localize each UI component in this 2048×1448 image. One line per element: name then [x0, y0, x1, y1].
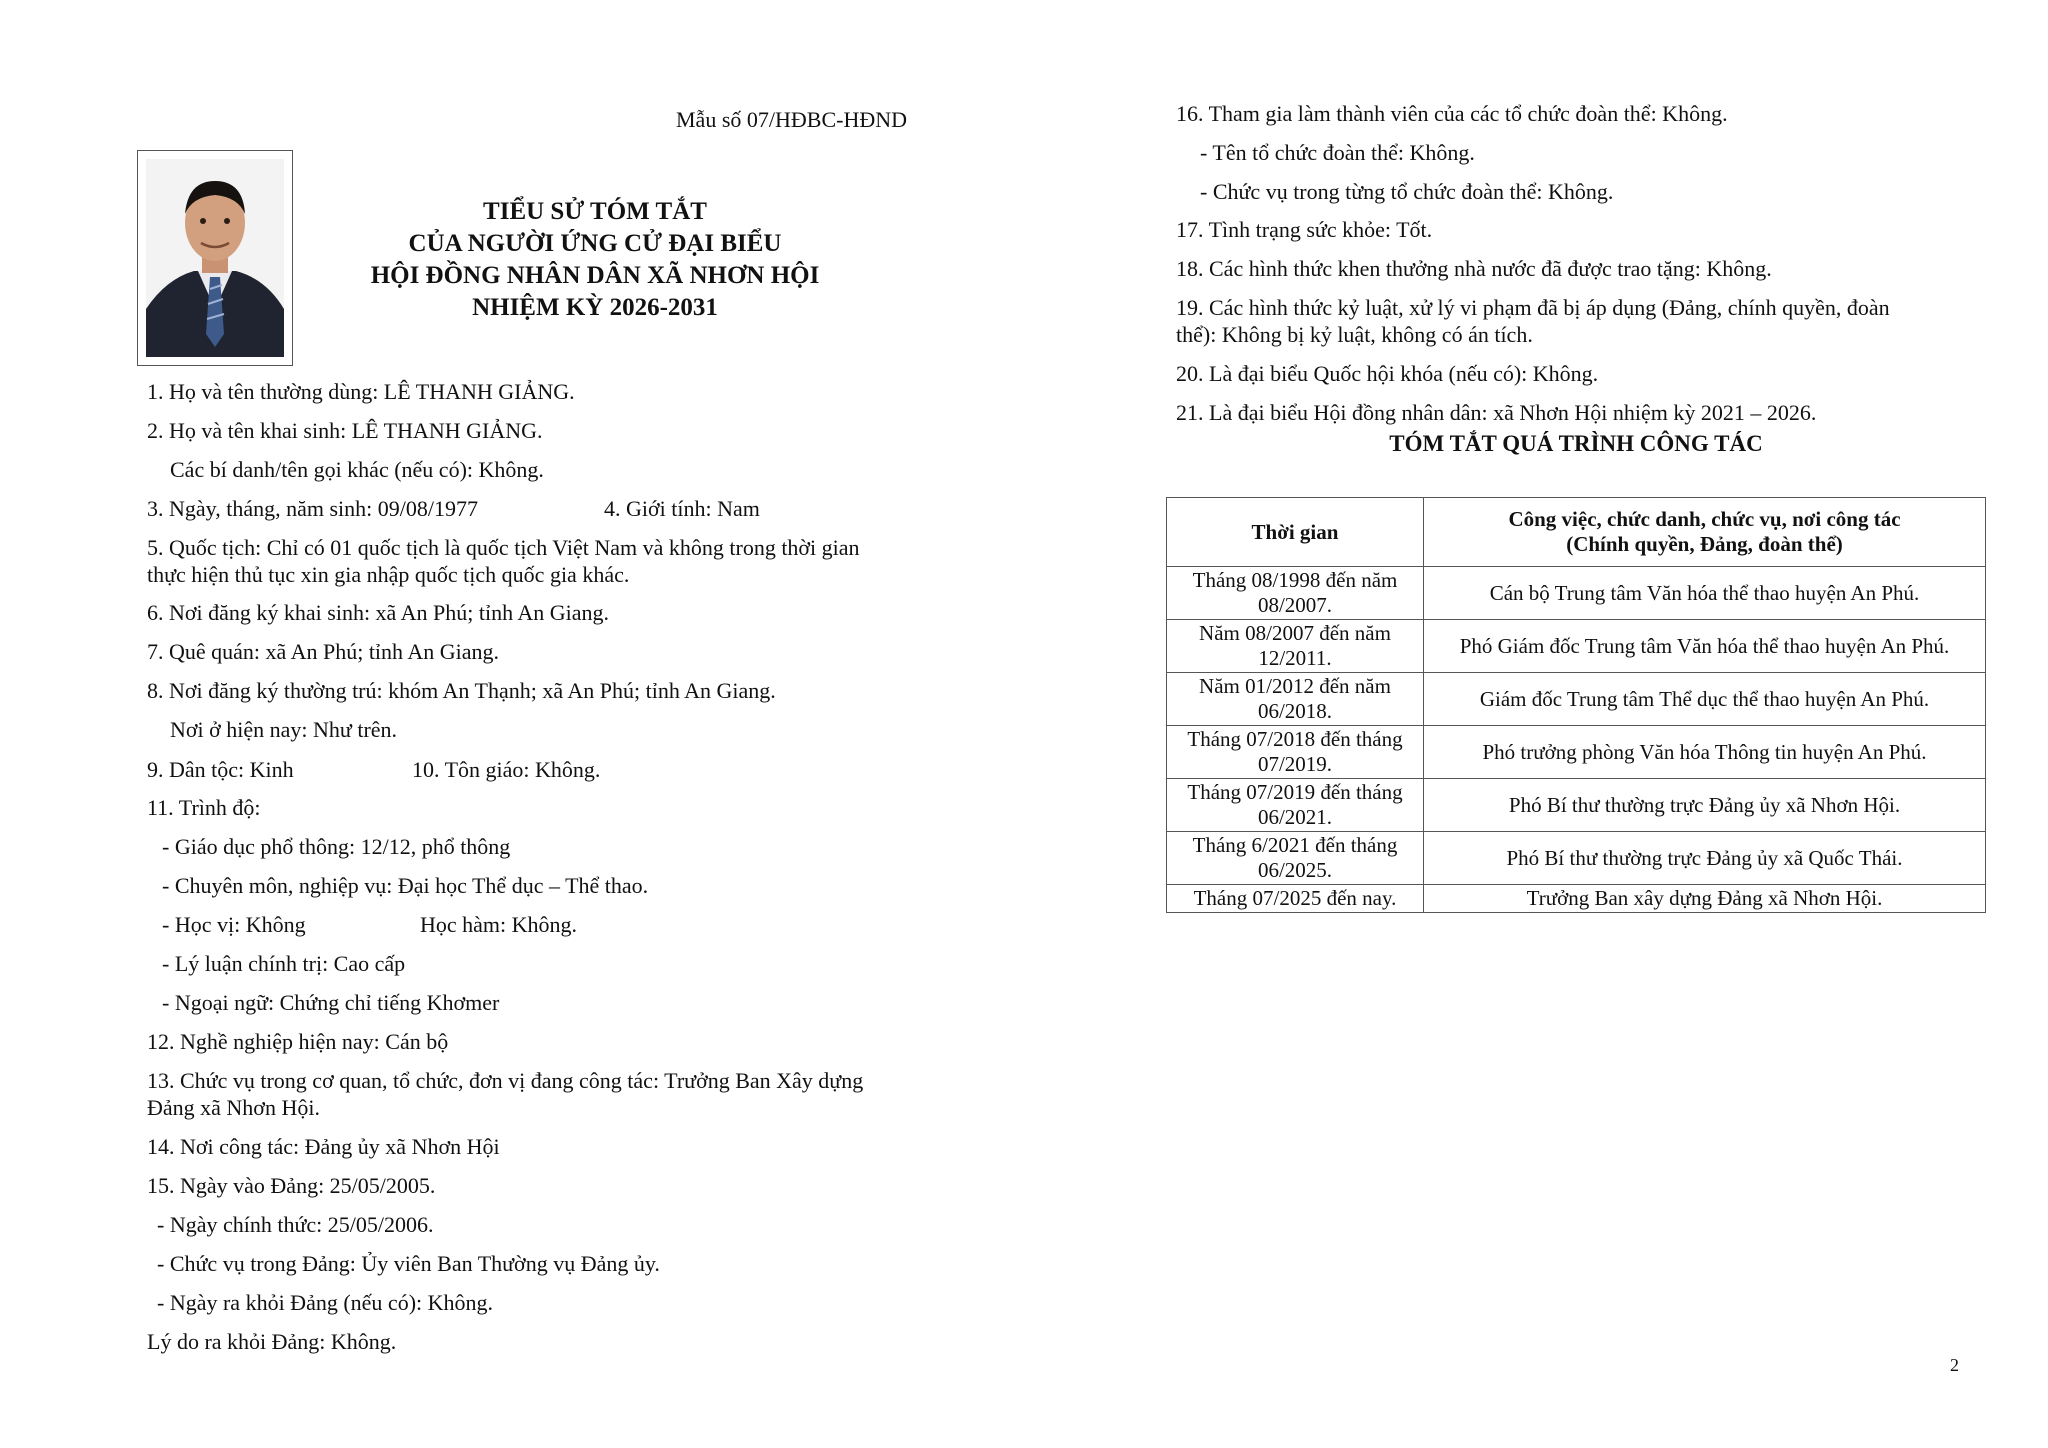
current-residence: Nơi ở hiện nay: Như trên.	[170, 717, 398, 742]
row-time: Tháng 07/2025 đến nay.	[1167, 885, 1424, 913]
academic-title: Học hàm: Không.	[420, 912, 578, 937]
row-time: Năm 08/2007 đến năm 12/2011.	[1167, 620, 1424, 673]
row-job: Trưởng Ban xây dựng Đảng xã Nhơn Hội.	[1424, 885, 1986, 913]
table-row	[1167, 726, 1986, 779]
party-position: - Chức vụ trong Đảng: Ủy viên Ban Thường vụ Đảng ủy.	[157, 1251, 660, 1276]
gender: 4. Giới tính: Nam	[604, 496, 760, 521]
table-row	[1167, 779, 1986, 832]
title-line-3: HỘI ĐỒNG NHÂN DÂN XÃ NHƠN HỘI	[370, 262, 820, 289]
work-history-title: TÓM TẮT QUÁ TRÌNH CÔNG TÁC	[1389, 431, 1763, 456]
discipline-line-2: thể): Không bị kỷ luật, không có án tích.	[1176, 322, 1533, 347]
work-history-table	[1166, 497, 1986, 913]
foreign-language: - Ngoại ngữ: Chứng chỉ tiếng Khơmer	[162, 990, 500, 1015]
party-leave-date: - Ngày ra khỏi Đảng (nếu có): Không.	[157, 1290, 494, 1315]
religion: 10. Tôn giáo: Không.	[412, 757, 601, 782]
document-title	[300, 196, 890, 324]
workplace: 14. Nơi công tác: Đảng ủy xã Nhơn Hội	[147, 1134, 500, 1159]
row-job: Phó Bí thư thường trực Đảng ủy xã Nhơn Hội.	[1424, 779, 1986, 832]
row-time: Tháng 6/2021 đến tháng 06/2025.	[1167, 832, 1424, 885]
date-of-birth: 3. Ngày, tháng, năm sinh: 09/08/1977	[147, 496, 478, 521]
header-job-line-2: (Chính quyền, Đảng, đoàn thể)	[1566, 532, 1843, 556]
discipline-line-1: 19. Các hình thức kỷ luật, xử lý vi phạm đã bị áp dụng (Đảng, chính quyền, đoàn	[1176, 295, 1890, 320]
portrait-photo	[137, 150, 293, 366]
portrait-icon	[146, 159, 284, 357]
row-job: Phó Bí thư thường trực Đảng ủy xã Quốc Thái.	[1424, 832, 1986, 885]
general-education: - Giáo dục phổ thông: 12/12, phổ thông	[162, 834, 511, 859]
row-job: Phó Giám đốc Trung tâm Văn hóa thể thao huyện An Phú.	[1424, 620, 1986, 673]
form-number: Mẫu số 07/HĐBC-HĐND	[676, 107, 907, 132]
organization-membership: 16. Tham gia làm thành viên của các tổ chức đoàn thể: Không.	[1176, 101, 1728, 126]
header-time: Thời gian	[1167, 498, 1424, 567]
national-assembly: 20. Là đại biểu Quốc hội khóa (nếu có): Không.	[1176, 361, 1599, 386]
common-name: 1. Họ và tên thường dùng: LÊ THANH GIẢNG.	[147, 379, 575, 404]
hometown: 7. Quê quán: xã An Phú; tỉnh An Giang.	[147, 639, 499, 664]
table-row	[1167, 832, 1986, 885]
ethnicity: 9. Dân tộc: Kinh	[147, 757, 294, 782]
organization-name: - Tên tổ chức đoàn thể: Không.	[1200, 140, 1475, 165]
header-job-line-1: Công việc, chức danh, chức vụ, nơi công tác	[1508, 507, 1901, 531]
state-awards: 18. Các hình thức khen thưởng nhà nước đã được trao tặng: Không.	[1176, 256, 1772, 281]
title-line-4: NHIỆM KỲ 2026-2031	[472, 294, 718, 321]
table-row	[1167, 885, 1986, 913]
party-leave-reason: Lý do ra khỏi Đảng: Không.	[147, 1329, 397, 1354]
party-official-date: - Ngày chính thức: 25/05/2006.	[157, 1212, 434, 1237]
header-job	[1424, 498, 1986, 567]
table-row	[1167, 673, 1986, 726]
organization-position: - Chức vụ trong từng tổ chức đoàn thể: Không.	[1200, 179, 1614, 204]
row-job: Cán bộ Trung tâm Văn hóa thể thao huyện An Phú.	[1424, 567, 1986, 620]
position-line-2: Đảng xã Nhơn Hội.	[147, 1095, 320, 1120]
academic-degree: - Học vị: Không	[162, 912, 306, 937]
table-row	[1167, 620, 1986, 673]
political-theory: - Lý luận chính trị: Cao cấp	[162, 951, 406, 976]
health-status: 17. Tình trạng sức khỏe: Tốt.	[1176, 217, 1433, 242]
row-job: Giám đốc Trung tâm Thể dục thể thao huyện An Phú.	[1424, 673, 1986, 726]
education-heading: 11. Trình độ:	[147, 795, 261, 820]
table-header-row	[1167, 498, 1986, 567]
peoples-council: 21. Là đại biểu Hội đồng nhân dân: xã Nhơn Hội nhiệm kỳ 2021 – 2026.	[1176, 400, 1817, 425]
professional-qualification: - Chuyên môn, nghiệp vụ: Đại học Thể dục – Thể thao.	[162, 873, 649, 898]
row-job: Phó trưởng phòng Văn hóa Thông tin huyện An Phú.	[1424, 726, 1986, 779]
position-line-1: 13. Chức vụ trong cơ quan, tổ chức, đơn vị đang công tác: Trưởng Ban Xây dựng	[147, 1068, 864, 1093]
nationality-line-2: thực hiện thủ tục xin gia nhập quốc tịch quốc gia khác.	[147, 562, 630, 587]
nationality-line-1: 5. Quốc tịch: Chỉ có 01 quốc tịch là quốc tịch Việt Nam và không trong thời gian	[147, 535, 860, 560]
row-time: Tháng 07/2019 đến tháng 06/2021.	[1167, 779, 1424, 832]
aliases: Các bí danh/tên gọi khác (nếu có): Không.	[170, 457, 544, 482]
current-occupation: 12. Nghề nghiệp hiện nay: Cán bộ	[147, 1029, 449, 1054]
row-time: Tháng 07/2018 đến tháng 07/2019.	[1167, 726, 1424, 779]
permanent-residence: 8. Nơi đăng ký thường trú: khóm An Thạnh; xã An Phú; tỉnh An Giang.	[147, 678, 776, 703]
page-number: 2	[1950, 1355, 1959, 1375]
row-time: Tháng 08/1998 đến năm 08/2007.	[1167, 567, 1424, 620]
title-line-2: CỦA NGƯỜI ỨNG CỬ ĐẠI BIỂU	[408, 230, 782, 257]
title-line-1: TIỂU SỬ TÓM TẮT	[483, 198, 707, 225]
birth-name: 2. Họ và tên khai sinh: LÊ THANH GIẢNG.	[147, 418, 543, 443]
birth-registration: 6. Nơi đăng ký khai sinh: xã An Phú; tỉnh An Giang.	[147, 600, 610, 625]
party-join-date: 15. Ngày vào Đảng: 25/05/2005.	[147, 1173, 436, 1198]
row-time: Năm 01/2012 đến năm 06/2018.	[1167, 673, 1424, 726]
table-row	[1167, 567, 1986, 620]
